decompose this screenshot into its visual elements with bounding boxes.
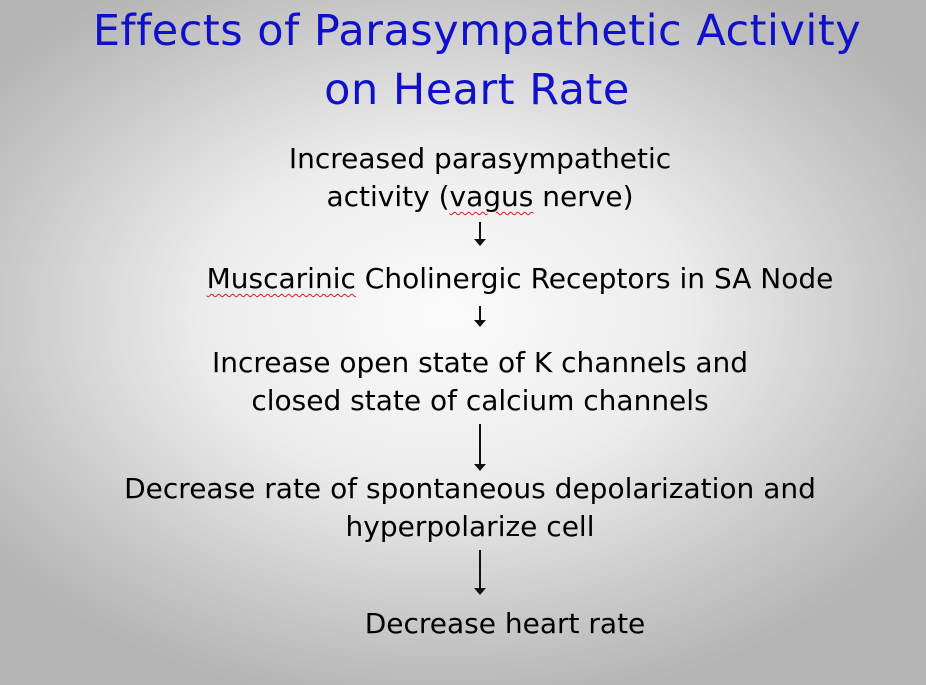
step-2-text-b: Cholinergic Receptors in SA Node [355,262,834,295]
flow-arrow-3 [474,424,486,472]
step-1-text-c: nerve) [533,180,634,213]
slide-title-line-2: on Heart Rate [324,65,630,115]
flow-arrow-1 [474,222,486,246]
step-2-line-1 [160,260,880,298]
flow-arrow-2 [474,306,486,328]
spellcheck-word-muscarinic: Muscarinic [206,262,356,295]
slide-title-line-1: Effects of Parasympathetic Activity [92,6,862,56]
step-1-line-2 [230,178,730,216]
step-3-line-1: Increase open state of K channels and [211,346,749,379]
step-4-line-2: hyperpolarize cell [345,510,595,543]
step-1-line-1: Increased parasympathetic [288,142,672,175]
step-4-line-1: Decrease rate of spontaneous depolarization and [124,472,816,505]
step-1-text-a: activity ( [326,180,450,213]
spellcheck-word-vagus: vagus [449,180,534,213]
step-3-line-2: closed state of calcium channels [251,384,709,417]
flow-arrow-4 [474,550,486,596]
step-5-line-1: Decrease heart rate [364,607,646,640]
